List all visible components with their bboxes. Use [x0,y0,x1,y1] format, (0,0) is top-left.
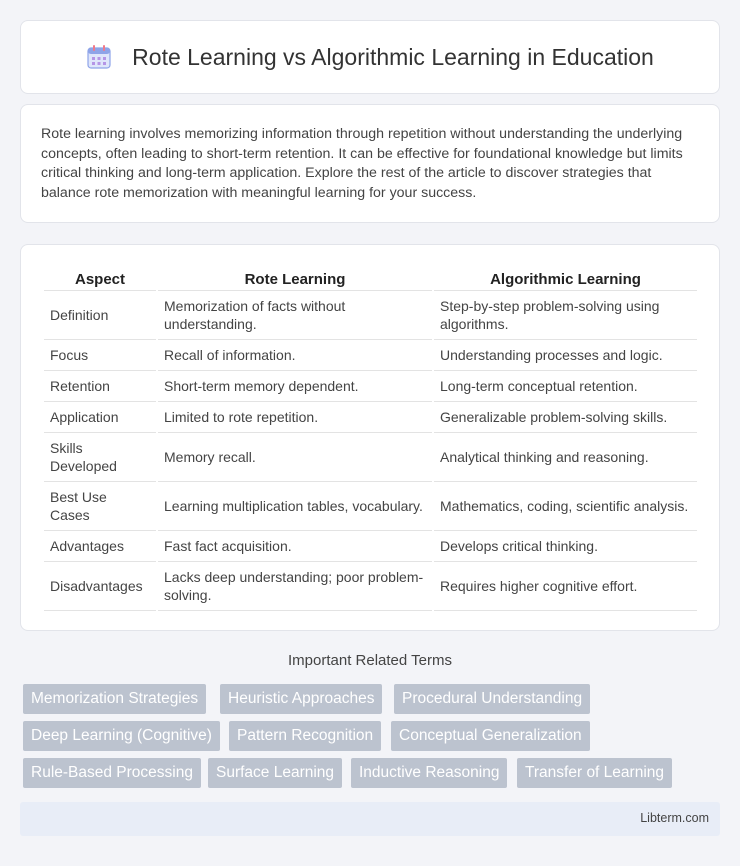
related-term-tag[interactable]: Conceptual Generalization [391,721,590,751]
table-cell: Limited to rote repetition. [158,402,432,433]
title-card [20,20,720,94]
table-cell: Application [44,402,156,433]
table-cell: Focus [44,340,156,371]
table-cell: Mathematics, coding, scientific analysis. [434,482,697,531]
footer [20,802,720,836]
table-row [44,562,697,611]
table-row [44,433,697,482]
page-title: Rote Learning vs Algorithmic Learning in Education [132,43,654,70]
site-link[interactable]: Libterm.com [640,811,709,825]
related-term-tag[interactable]: Procedural Understanding [394,684,590,714]
table-cell: Understanding processes and logic. [434,340,697,371]
table-cell: Best Use Cases [44,482,156,531]
table-cell: Short-term memory dependent. [158,371,432,402]
column-header: Rote Learning [158,265,432,291]
table-row [44,340,697,371]
table-cell: Skills Developed [44,433,156,482]
table-cell: Step-by-step problem-solving using algorithms. [434,291,697,340]
table-cell: Memory recall. [158,433,432,482]
column-header: Aspect [44,265,156,291]
table-cell: Recall of information. [158,340,432,371]
table-row [44,531,697,562]
related-term-tag[interactable]: Surface Learning [208,758,342,788]
column-header: Algorithmic Learning [434,265,697,291]
table-cell: Develops critical thinking. [434,531,697,562]
related-terms-title: Important Related Terms [288,652,452,669]
related-term-tag[interactable]: Transfer of Learning [517,758,672,788]
table-cell: Long-term conceptual retention. [434,371,697,402]
table-row [44,371,697,402]
table-cell: Requires higher cognitive effort. [434,562,697,611]
related-term-tag[interactable]: Memorization Strategies [23,684,206,714]
table-cell: Learning multiplication tables, vocabulary. [158,482,432,531]
table-cell: Advantages [44,531,156,562]
related-term-tag[interactable]: Heuristic Approaches [220,684,382,714]
comparison-table [42,265,699,611]
table-cell: Analytical thinking and reasoning. [434,433,697,482]
table-cell: Definition [44,291,156,340]
table-cell: Lacks deep understanding; poor problem-solving. [158,562,432,611]
table-cell: Retention [44,371,156,402]
intro-text: Rote learning involves memorizing information through repetition without understanding the underlying concepts, often leading to short-term retention. It can be effective for foundational knowledge but limits critical thinking and long-term application. Explore the rest of the article to discover strategies that balance rote memorization with meaningful learning for your success. [41,126,683,201]
related-term-tag[interactable]: Pattern Recognition [229,721,381,751]
table-row [44,291,697,340]
table-cell: Fast fact acquisition. [158,531,432,562]
table-row [44,402,697,433]
intro-card [20,104,720,223]
related-term-tag[interactable]: Deep Learning (Cognitive) [23,721,220,751]
table-cell: Disadvantages [44,562,156,611]
related-term-tag[interactable]: Inductive Reasoning [351,758,507,788]
related-term-tag[interactable]: Rule-Based Processing [23,758,201,788]
table-row [44,482,697,531]
comparison-table-card [20,244,720,631]
table-cell: Memorization of facts without understanding. [158,291,432,340]
table-cell: Generalizable problem-solving skills. [434,402,697,433]
table-header-row [44,265,697,291]
calendar-icon [86,44,112,70]
